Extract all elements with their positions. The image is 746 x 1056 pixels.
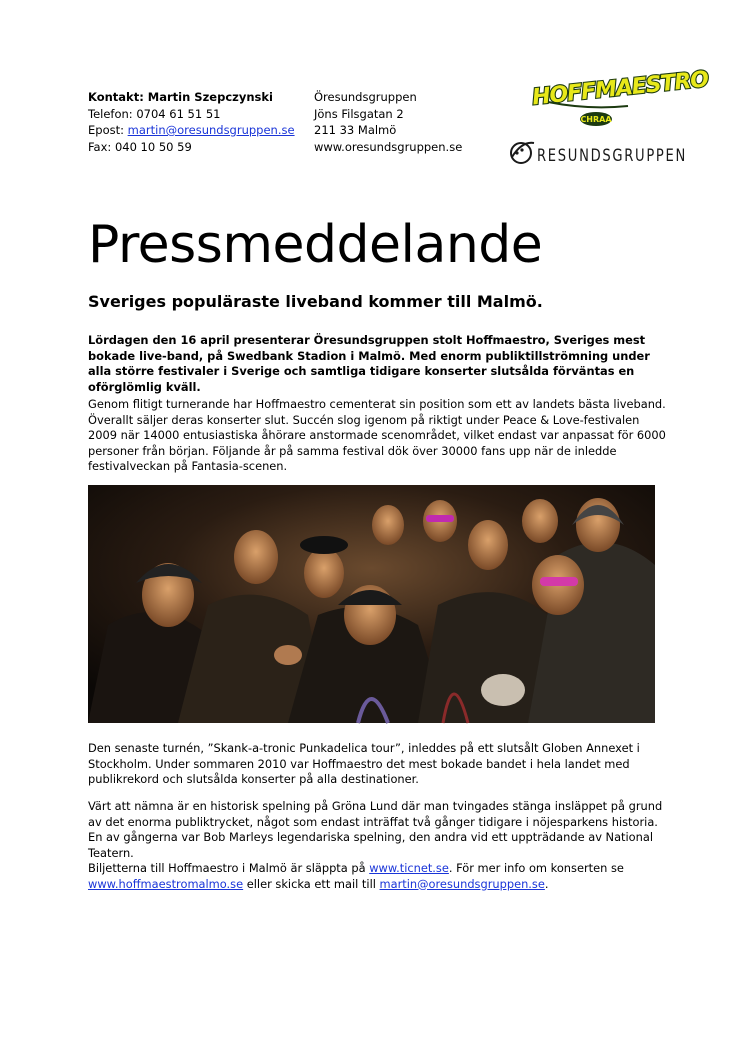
subtitle: Sveriges populäraste liveband kommer till Malmö. (88, 292, 543, 311)
contact-fax: Fax: 040 10 50 59 (88, 139, 192, 154)
body-paragraph-4: Biljetterna till Hoffmaestro i Malmö är släppta på www.ticnet.se. För mer info om konserten se www.hoffmaestromalmo.se eller skicka ett mail till martin@oresundsgruppen.se. (88, 861, 624, 891)
ticnet-link[interactable]: www.ticnet.se (369, 861, 449, 875)
body-paragraph-3: Värt att nämna är en historisk spelning på Gröna Lund där man tvingades stänga insläppet på grund av det enorma publiktrycket, något som endast inträffat två gånger tidigare i nöjesparkens historia. En av gångerna var Bob Marleys legendariska spelning, den andra vid ett uppträdande av National Teatern. (88, 799, 663, 860)
body-paragraph-1: Genom flitigt turnerande har Hoffmaestro cementerat sin position som ett av landets bästa liveband. Överallt säljer deras konserter slut. Succén slog igenom på riktigt under Peace & Love-festivalen 2009 när 14000 entusiastiska åhörare anstormade scenområdet, vilket endast var anpassat för 6000 personer från början. Följande år på samma festival dök över 30000 fans upp när de inledde festivalveckan på Fantasia-scenen. (88, 397, 666, 473)
contact-email-link[interactable]: martin@oresundsgruppen.se (127, 123, 295, 137)
org-street: Jöns Filsgatan 2 (314, 106, 404, 121)
page-title: Pressmeddelande (88, 215, 543, 275)
contact-phone: Telefon: 0704 61 51 51 (88, 106, 221, 121)
organization-block (314, 89, 462, 155)
contact-block (88, 89, 295, 155)
oresundsgruppen-logo (508, 137, 690, 167)
org-postal: 211 33 Malmö (314, 123, 397, 137)
hoffmaestro-logo (528, 62, 710, 132)
contact-heading: Kontakt: Martin Szepczynski (88, 90, 273, 104)
hoffmaestromalmo-link[interactable]: www.hoffmaestromalmo.se (88, 876, 244, 891)
lead-paragraph: Lördagen den 16 april presenterar Öresundsgruppen stolt Hoffmaestro, Sveriges mest bokade live-band, på Swedbank Stadion i Malmö. Med enorm publiktillströmning under alla större festivaler i Sverige och samtliga tidigare konserter slutsålda förväntas en oförglömlig kväll. (88, 333, 650, 394)
org-name: Öresundsgruppen (314, 90, 417, 104)
org-web: www.oresundsgruppen.se (314, 139, 463, 154)
contact-email: Epost: martin@oresundsgruppen.se (88, 123, 295, 137)
svg-text:HOFFMAESTRO: HOFFMAESTRO (530, 67, 710, 111)
svg-text:CHRAA: CHRAA (580, 115, 612, 124)
email-link[interactable]: martin@oresundsgruppen.se (379, 876, 545, 891)
band-photo (88, 485, 655, 723)
svg-text:RESUNDSGRUPPEN: RESUNDSGRUPPEN (537, 146, 687, 166)
body-paragraph-2: Den senaste turnén, ”Skank-a-tronic Punkadelica tour”, inleddes på ett slutsålt Globen Annexet i Stockholm. Under sommaren 2010 var Hoffmaestro det mest bokade bandet i hela landet med publikrekord och slutsålda konserter på alla destinationer. (88, 741, 640, 786)
